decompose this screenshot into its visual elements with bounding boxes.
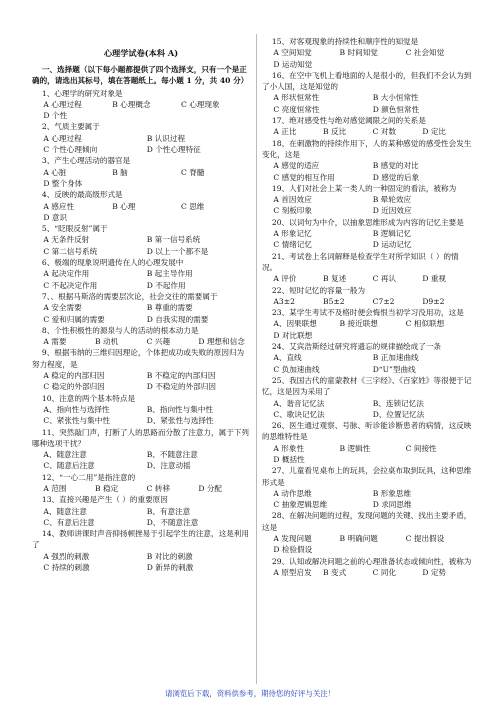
answer-option: D 以上一个都不是: [146, 246, 209, 256]
question-stem: 27、儿童看见桌布上的玩具，会拉桌布取到玩具，这种思维形式是: [262, 466, 472, 487]
answer-option: A 评价: [273, 274, 297, 284]
question-stem: 8、个性积极性的源泉与人的活动的根本动力是: [41, 325, 199, 335]
answer-option: D 检验假设: [273, 545, 313, 555]
question-item: [262, 36, 472, 70]
answer-option: D“U”型曲线: [372, 364, 416, 374]
answer-options: [32, 404, 250, 427]
answer-options: [262, 92, 472, 115]
answer-option: C、紧张性与集中性: [43, 416, 110, 426]
answer-option: D 不起作用: [146, 280, 186, 290]
question-stem: 15、对客观现象的持续性和顺序性的知觉是: [271, 37, 419, 46]
answer-option: B、连锁记忆法: [372, 398, 424, 408]
question-stem: 12、“一心二用”是指注意的: [41, 472, 136, 482]
answer-option: B 起主导作用: [146, 269, 193, 279]
answer-option: B 动机: [95, 337, 119, 347]
answer-option: D 新异的刺激: [146, 563, 194, 573]
answer-options: [32, 370, 250, 393]
left-column: [32, 36, 250, 573]
answer-options: [262, 296, 472, 307]
answer-option: C 第二信号系统: [43, 246, 98, 256]
answer-option: A 正比: [273, 127, 297, 137]
answer-options: [32, 167, 250, 190]
answer-option: B 时间知觉: [339, 48, 378, 58]
answer-option: C 亮度恒常性: [273, 104, 320, 114]
question-stem: 5、“眨眼反射”属于: [41, 224, 108, 234]
answer-options: [32, 449, 250, 472]
question-item: [32, 528, 250, 573]
answer-option: B 感觉的对比: [372, 161, 419, 171]
answer-option: A、因果联想: [273, 319, 317, 329]
question-stem: 20、以词句为中介，以抽象思维形成为内容的记忆主要是: [271, 217, 464, 227]
answer-option: B 变式: [323, 567, 347, 577]
answer-option: B 逻辑性: [339, 443, 371, 453]
answer-option: A 首因效应: [273, 195, 312, 205]
answer-option: D、位置记忆法: [372, 409, 425, 419]
answer-option: B、不随意注意: [146, 450, 198, 460]
answer-option: C 不起决定作用: [43, 280, 98, 290]
answer-options: [262, 352, 472, 375]
answer-option: B 不稳定的内部归因: [146, 371, 216, 381]
answer-option: C 同化: [372, 567, 397, 577]
answer-option: A 形象性: [273, 443, 305, 453]
answer-options: [262, 567, 472, 578]
answer-option: A 动作思维: [273, 488, 312, 498]
answer-option: B 形象思维: [372, 488, 412, 498]
answer-options: [262, 488, 472, 511]
answer-option: A 感觉的适应: [273, 161, 320, 171]
question-stem: 21、考试卷上名词解释是检查学生对所学知识（ ）的情况。: [262, 251, 459, 272]
question-item: [32, 347, 250, 392]
answer-option: D、不随意注意: [146, 517, 199, 527]
question-stem: 22、短时记忆的容量一般为: [271, 285, 366, 295]
answer-options: [32, 506, 250, 529]
question-item: [32, 393, 250, 427]
answer-option: C 思维: [180, 201, 205, 211]
question-item: [32, 291, 250, 325]
answer-option: B 心理概念: [112, 99, 151, 109]
answer-option: A 起决定作用: [43, 269, 90, 279]
answer-option: D 个性: [43, 111, 68, 121]
answer-option: D 定比: [422, 127, 447, 137]
answer-options: [262, 443, 472, 466]
question-item: [262, 375, 472, 420]
answer-option: C 个性心理倾向: [43, 145, 98, 155]
answer-option: C 刻板印象: [273, 206, 312, 216]
answer-option: A 无条件反射: [43, 235, 90, 245]
question-stem: 4、反映的最高级形式是: [41, 190, 123, 200]
question-stem: 9、根据韦纳的三维归因理论，个体把成功或失败的原因归为努力程度，是: [32, 348, 245, 369]
answer-option: C 负加速曲线: [273, 364, 320, 374]
answer-option: D 理想和信念: [198, 337, 245, 347]
question-item: [32, 223, 250, 257]
question-stem: 16、在空中飞机上看地面的人是很小的，但我们不会认为到了小人国，这是知觉的: [262, 70, 472, 92]
answer-options: [262, 194, 472, 217]
question-item: [32, 494, 250, 528]
answer-option: B 接近联想: [339, 319, 378, 329]
answer-options: [32, 336, 250, 347]
answer-option: B、有意注意: [146, 506, 191, 516]
answer-option: A 心理过程: [43, 99, 82, 109]
question-stem: 23、某学生考试不及格时便会悔恨当初学习没用功，这是: [271, 308, 464, 318]
answer-option: D 对比联想: [273, 330, 313, 340]
answer-option: D 近因效应: [372, 206, 412, 216]
answer-option: A 感应性: [43, 201, 75, 211]
answer-option: D、紧张性与选择性: [146, 416, 214, 426]
answer-option: B 脑: [112, 167, 128, 177]
answer-option: A 安全需要: [43, 303, 82, 313]
answer-option: D 分配: [198, 483, 223, 493]
answer-option: C 提出假设: [405, 534, 445, 544]
answer-option: A 形象记忆: [273, 229, 312, 239]
answer-option: C 再认: [372, 274, 397, 284]
answer-options: [262, 47, 472, 70]
answer-option: C、有意后注意: [43, 517, 95, 527]
answer-option: C、随意后注意: [43, 461, 95, 471]
answer-option: B 稳定: [95, 483, 119, 493]
question-item: [262, 285, 472, 308]
column-divider: [256, 34, 257, 684]
question-item: [32, 257, 250, 291]
answer-option: C 持续的刺激: [43, 563, 90, 573]
answer-option: C7±2: [372, 296, 395, 306]
answer-option: A 原型启发: [273, 567, 312, 577]
answer-option: B 认识过程: [146, 133, 186, 143]
answer-option: C 脊髓: [180, 167, 205, 177]
answer-option: C 相似联想: [405, 319, 445, 329]
answer-options: [32, 551, 250, 574]
answer-options: [32, 99, 250, 122]
answer-option: B 心理: [112, 201, 136, 211]
question-item: [262, 556, 472, 579]
question-item: [262, 115, 472, 138]
answer-options: [32, 133, 250, 156]
question-item: [262, 307, 472, 341]
question-item: [32, 325, 250, 348]
answer-option: A、谐音记忆法: [273, 398, 325, 408]
answer-option: A 心脏: [43, 167, 67, 177]
answer-option: C 情绪记忆: [273, 240, 312, 250]
answer-option: D 重视: [422, 274, 447, 284]
answer-option: A、指向性与选择性: [43, 404, 110, 414]
question-stem: 7、、根据马斯洛的需要层次论，社会交往的需要属于: [41, 291, 218, 301]
question-stem: 2、气质主要属于: [41, 122, 100, 132]
answer-option: C 转移: [146, 483, 171, 493]
question-stem: 1、心理学的研究对象是: [41, 88, 123, 98]
answer-options: [32, 234, 250, 257]
answer-option: B 复述: [323, 274, 347, 284]
question-item: [262, 465, 472, 510]
answer-option: C 稳定的外部归因: [43, 382, 105, 392]
answer-options: [32, 201, 250, 224]
answer-options: [32, 268, 250, 291]
answer-options: [262, 398, 472, 421]
answer-option: D 个性心理特征: [146, 145, 201, 155]
answer-option: D 定势: [422, 567, 447, 577]
answer-option: A 形状恒常性: [273, 93, 320, 103]
question-item: [32, 155, 250, 189]
answer-option: C 间接性: [405, 443, 437, 453]
question-item: [262, 341, 472, 375]
question-item: [32, 88, 250, 122]
answer-option: B 大小恒常性: [372, 93, 419, 103]
answer-option: B 正加速曲线: [372, 353, 419, 363]
question-stem: 18、在刺激物的持续作用下，人的某种感觉的感受性会发生变化，这是: [262, 138, 472, 159]
question-item: [262, 70, 472, 115]
answer-option: A、直线: [273, 353, 302, 363]
question-stem: 29、认知或解决问题之前的心理准备状态或倾向性，被称为: [271, 556, 472, 566]
answer-option: C 兴趣: [146, 337, 171, 347]
answer-option: C 感觉的相互作用: [273, 172, 335, 182]
question-stem: 13、直接兴趣是产生（ ）的重要原因: [41, 495, 168, 505]
answer-option: D 求同思维: [372, 500, 412, 510]
answer-option: D、注意动摇: [146, 461, 191, 471]
question-stem: 3、产生心理活动的器官是: [41, 156, 131, 166]
answer-option: A、随意注意: [43, 450, 87, 460]
answer-option: D 概括性: [273, 454, 305, 464]
answer-option: D 运动知觉: [273, 59, 313, 69]
section-instructions: 一、选择题（以下每小题都提供了四个选择支，只有一个是正确的，请选出其标号，填在答题纸上。每小题 1 分，共 40 分）: [32, 65, 249, 86]
answer-options: [262, 273, 472, 284]
answer-option: C、歌诀记忆法: [273, 409, 325, 419]
question-item: [262, 183, 472, 217]
right-column: [262, 36, 472, 578]
answer-option: B 反比: [323, 127, 347, 137]
answer-option: B 明确问题: [339, 534, 378, 544]
answer-options: [262, 318, 472, 341]
answer-options: [262, 533, 472, 556]
answer-option: A 发现问题: [273, 534, 312, 544]
answer-options: [262, 160, 472, 183]
answer-option: D 运动记忆: [372, 240, 412, 250]
question-item: [262, 138, 472, 183]
question-item: [262, 251, 472, 285]
answer-option: A 空间知觉: [273, 48, 312, 58]
answer-option: B 尊重的需要: [146, 303, 193, 313]
question-stem: 17、绝对感受性与绝对感觉阈限之间的关系是: [271, 116, 426, 126]
answer-option: D9±2: [422, 296, 445, 306]
answer-option: B 对比的刺激: [146, 551, 193, 561]
answer-options: [32, 302, 250, 325]
answer-option: A 稳定的内部归因: [43, 371, 105, 381]
question-stem: 11、突然敲门声，打断了人的思路而分散了注意力，属于下列哪种选项干扰？: [32, 427, 249, 448]
answer-option: B 晕轮效应: [372, 195, 412, 205]
question-stem: 24、艾宾浩斯经过研究将遗忘的规律描绘成了一条: [271, 342, 442, 352]
answer-option: D 感觉的后象: [372, 172, 420, 182]
answer-option: D 意识: [43, 212, 68, 222]
answer-option: B5±2: [323, 296, 345, 306]
answer-option: A3±2: [273, 296, 295, 306]
answer-options: [262, 126, 472, 137]
question-item: [262, 217, 472, 251]
answer-option: D 不稳定的外部归因: [146, 382, 216, 392]
question-item: [32, 472, 250, 495]
answer-option: C 社会知觉: [405, 48, 445, 58]
question-item: [262, 510, 472, 555]
answer-options: [262, 228, 472, 251]
answer-option: C 爱和归属的需要: [43, 314, 105, 324]
answer-option: D 颜色恒常性: [372, 104, 420, 114]
question-stem: 26、医生通过观察、号脉、听诊能诊断患者的病情，这反映的思维特性是: [262, 421, 472, 442]
answer-option: C 对数: [372, 127, 397, 137]
question-stem: 14、教师讲课时声音抑扬顿挫易于引起学生的注意，这是利用了: [32, 529, 249, 550]
answer-option: D 自我实现的需要: [146, 314, 209, 324]
question-item: [32, 121, 250, 155]
question-stem: 25、我国古代的童蒙教材《三字经》、《百家姓》等很便于记忆，这是因为采用了: [262, 375, 472, 397]
answer-options: [32, 483, 250, 494]
answer-option: D 整个身体: [43, 178, 83, 188]
answer-option: B 第一信号系统: [146, 235, 201, 245]
answer-option: B 逻辑记忆: [372, 229, 412, 239]
answer-option: A、随意注意: [43, 506, 87, 516]
answer-option: A 需要: [43, 337, 67, 347]
answer-option: A 范围: [43, 483, 67, 493]
question-stem: 10、注意的两个基本特点是: [41, 393, 136, 403]
exam-title: 心理学试卷(本科 A): [103, 48, 179, 58]
question-item: [32, 189, 250, 223]
question-item: [32, 427, 250, 472]
question-stem: 6、极端的现象说明遗传在人的心理发展中: [41, 258, 184, 268]
answer-option: C 抽象逻辑思维: [273, 500, 328, 510]
answer-option: A 心理过程: [43, 133, 82, 143]
answer-option: C 心理现象: [180, 99, 220, 109]
question-stem: 28、在解决问题的过程，发现问题的关键、找出主要矛盾，这是: [262, 511, 472, 532]
download-footer: 请浏览后下载，资料供参考，期待您的好评与关注！: [165, 689, 335, 698]
answer-option: B、指向性与集中性: [146, 404, 214, 414]
question-stem: 19、人们对社会上某一类人的一种固定的看法，被称为: [271, 183, 457, 193]
question-item: [262, 420, 472, 465]
answer-option: A 强烈的刺激: [43, 551, 90, 561]
